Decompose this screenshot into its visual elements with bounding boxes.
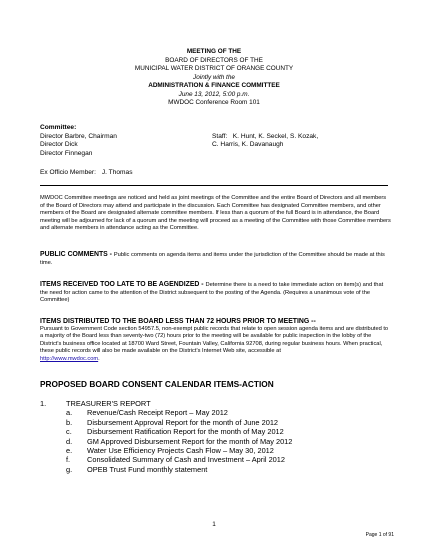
item-letter: e. [66,446,73,456]
header-line-1: MEETING OF THE [186,48,242,55]
meeting-header [40,48,388,108]
committee-member: Director Finnegan [40,149,93,157]
list-item [40,427,390,436]
item-text: Consolidated Summary of Cash and Investment – April 2012 [87,455,286,465]
link-end: . [98,355,100,362]
item-text: Revenue/Cash Receipt Report – May 2012 [87,408,228,418]
list-item [40,446,390,455]
item-letter: c. [66,427,72,437]
item-letter: f. [66,455,71,465]
committee-block [40,124,388,158]
item-title: TREASURER'S REPORT [66,399,151,408]
header-line-6: June 13, 2012, 5:00 p.m. [178,90,250,98]
staff-line-2: C. Harris, K. Davanaugh [212,141,284,148]
header-line-7: MWDOC Conference Room 101 [168,99,260,106]
notice-paragraph: MWDOC Committee meetings are noticed and held as joint meetings of the Committee and the entire Board of Directors and all members of the Board of Directors may attend and participate in the discussion. Each Committee has designated Committee members, and other members of the Board are designated alternate committee members. If less than a quorum of the full Board is in attendance, the Board meeting will be adjourned for lack of a quorum and the meeting will proceed as a meeting of the Committee with those Committee members and alternate members in attendance acting as the Committee. [40,195,391,232]
items-received-text: Determine there is a need to take immediate action on item(s) and that the need for action came to the attention of the District subsequent to the posting of the Agenda. (Requires a unanimous vote of the Committee) [40,282,384,304]
list-item [40,408,390,417]
list-item [40,465,390,474]
items-received-section [40,281,392,305]
list-item [40,418,390,427]
committee-member: Director Barbre, Chairman [40,132,117,140]
page-of-total: Page 1 of 91 [365,532,394,538]
mwdoc-link[interactable]: http://www.mwdoc.com [40,355,99,362]
item-text: Disbursement Ratification Report for the month of May 2012 [87,427,284,437]
public-comments-text: Public comments on agenda items and items under the jurisdiction of the Committee should be made at this time. [40,252,385,266]
items-received-title: ITEMS RECEIVED TOO LATE TO BE AGENDIZED - [40,281,206,288]
ex-officio-name: J. Thomas [101,169,133,176]
page-number: 1 [212,521,216,528]
item-text: GM Approved Disbursement Report for the month of May 2012 [87,436,293,446]
items-distributed-section [40,318,392,364]
ex-officio [40,169,133,176]
header-line-5: ADMINISTRATION & FINANCE COMMITTEE [148,82,280,89]
header-line-3: MUNICIPAL WATER DISTRICT OF ORANGE COUNTY [134,65,294,72]
item-letter: b. [66,417,73,427]
items-distributed-title: ITEMS DISTRIBUTED TO THE BOARD LESS THAN 72 HOURS PRIOR TO MEETING -- [40,318,316,325]
list-item [40,437,390,446]
agenda-list [40,399,390,474]
item-letter: d. [66,436,73,446]
committee-member: Director Dick [40,141,78,148]
divider [40,185,388,186]
staff-line-1: Staff: K. Hunt, K. Seckel, S. Kozak, [212,132,319,140]
public-comments-title: PUBLIC COMMENTS - [40,251,114,258]
committee-label: Committee: [40,124,77,131]
item-text: OPEB Trust Fund monthly statement [87,464,208,474]
public-comments-section [40,251,392,267]
list-item [40,455,390,464]
consent-calendar-title: PROPOSED BOARD CONSENT CALENDAR ITEMS-ACTION [40,379,274,389]
item-number: 1. [40,399,47,408]
item-text: Disbursement Approval Report for the month of June 2012 [87,417,279,427]
header-line-4: Jointly with the [193,73,235,81]
item-letter: g. [66,464,73,474]
header-line-2: BOARD OF DIRECTORS OF THE [165,56,263,64]
ex-officio-label: Ex Officio Member: [40,169,96,176]
item-text: Water Use Efficiency Projects Cash Flow – May 30, 2012 [87,446,274,456]
item-letter: a. [66,408,73,418]
items-distributed-text: Pursuant to Government Code section 54957.5, non-exempt public records that relate to open session agenda items and are distributed to a majority of the Board less than seventy-two (72) hours prior to the meeting will be available for public inspection in the lobby of the District's business office located at 18700 Ward Street, Fountain Valley, California 92708, during regular business hours. When practical, these public records will also be made available on the District's Internet Web site, accessible at [40,325,389,355]
